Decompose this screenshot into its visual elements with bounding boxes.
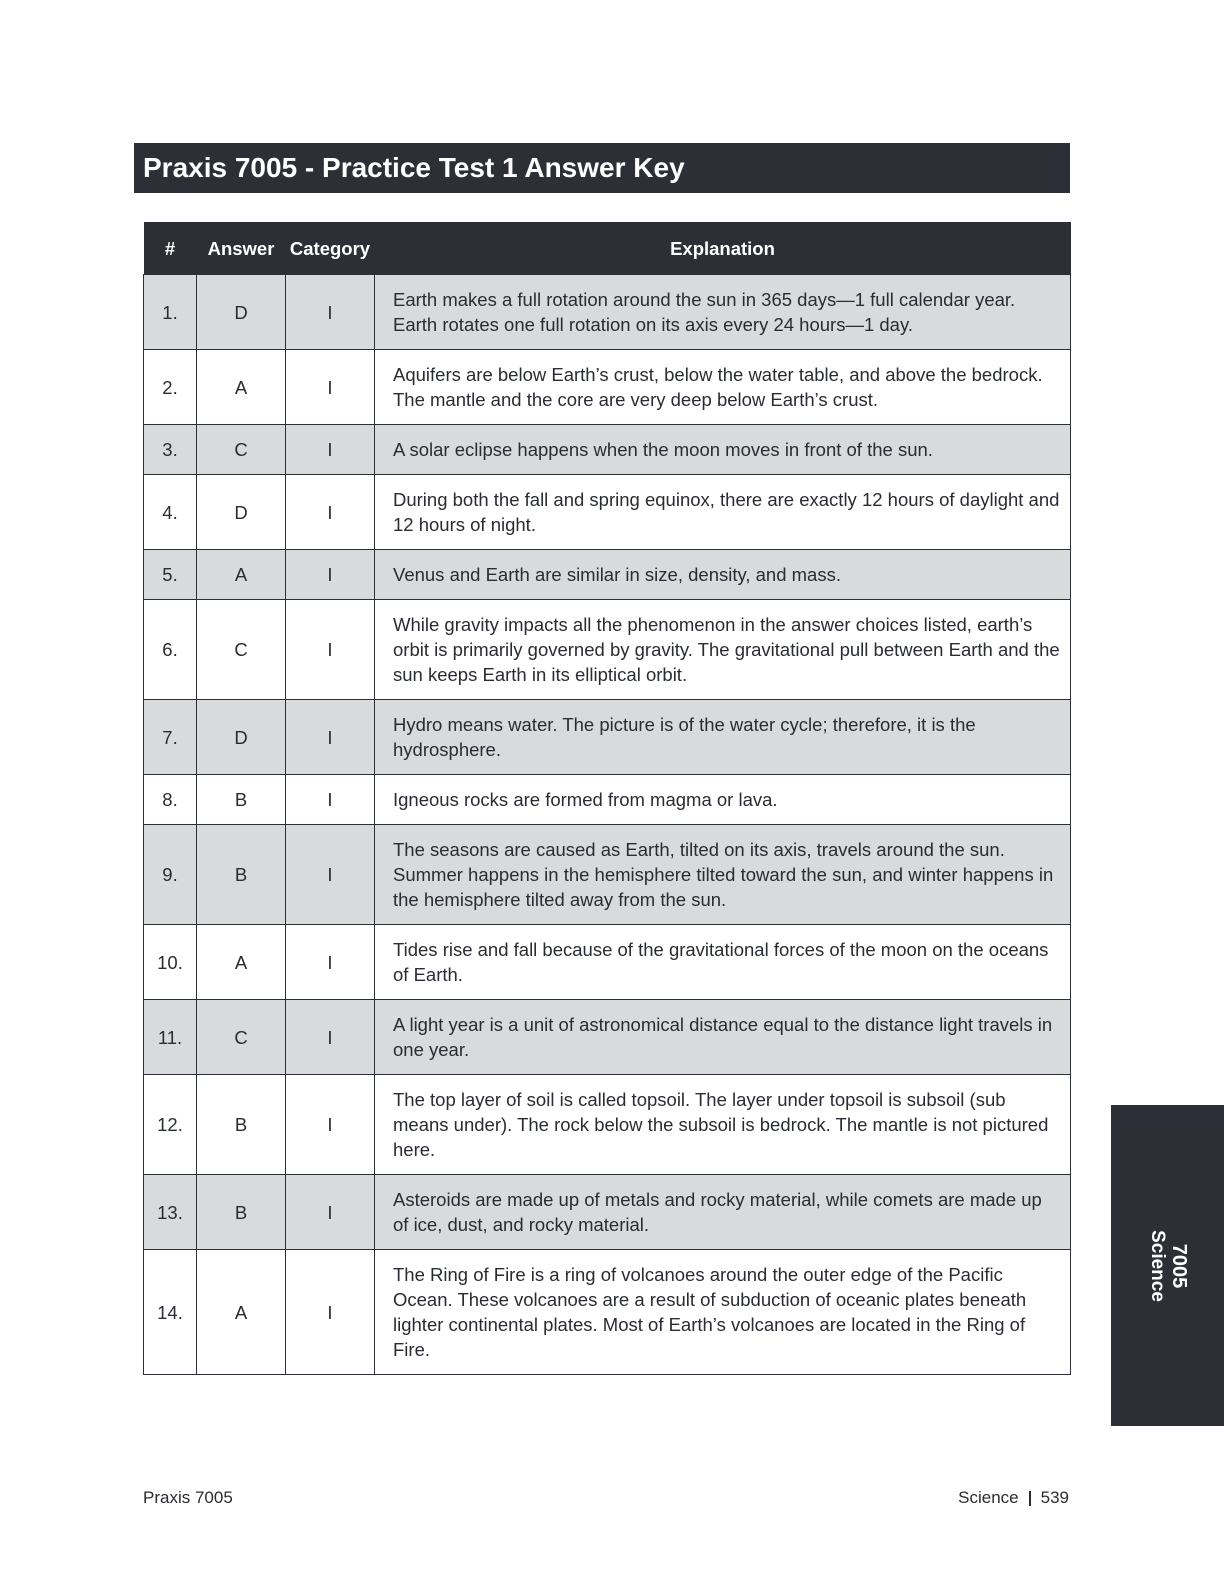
cell-explanation: The top layer of soil is called topsoil. The layer under topsoil is subsoil (sub means under). The rock below the subsoil is bedrock. The mantle is not pictured here. bbox=[375, 1075, 1071, 1175]
cell-number: 14. bbox=[144, 1250, 197, 1375]
cell-explanation: The seasons are caused as Earth, tilted on its axis, travels around the sun. Summer happens in the hemisphere tilted toward the sun, and winter happens in the hemisphere tilted away from the sun. bbox=[375, 825, 1071, 925]
page-number: 539 bbox=[1040, 1488, 1069, 1507]
cell-category: I bbox=[286, 925, 375, 1000]
side-tab-subject: Science bbox=[1146, 1229, 1168, 1302]
cell-category: I bbox=[286, 1175, 375, 1250]
cell-explanation: Earth makes a full rotation around the sun in 365 days—1 full calendar year. Earth rotates one full rotation on its axis every 24 hours—1 day. bbox=[375, 275, 1071, 350]
table-row bbox=[144, 1000, 1071, 1075]
cell-answer: B bbox=[197, 1175, 286, 1250]
cell-number: 9. bbox=[144, 825, 197, 925]
cell-answer: C bbox=[197, 425, 286, 475]
section-side-tab bbox=[1111, 1105, 1224, 1426]
cell-category: I bbox=[286, 700, 375, 775]
cell-explanation: Hydro means water. The picture is of the water cycle; therefore, it is the hydrosphere. bbox=[375, 700, 1071, 775]
cell-category: I bbox=[286, 600, 375, 700]
cell-explanation: Asteroids are made up of metals and rocky material, while comets are made up of ice, dust, and rocky material. bbox=[375, 1175, 1071, 1250]
cell-category: I bbox=[286, 1000, 375, 1075]
table-row bbox=[144, 1250, 1071, 1375]
table-row bbox=[144, 475, 1071, 550]
table-row bbox=[144, 350, 1071, 425]
cell-answer: A bbox=[197, 550, 286, 600]
cell-answer: C bbox=[197, 1000, 286, 1075]
table-row bbox=[144, 925, 1071, 1000]
cell-category: I bbox=[286, 1075, 375, 1175]
table-header-row bbox=[144, 222, 1071, 275]
footer-page-info bbox=[958, 1488, 1069, 1508]
cell-number: 4. bbox=[144, 475, 197, 550]
table-row bbox=[144, 1075, 1071, 1175]
table-row bbox=[144, 825, 1071, 925]
cell-number: 2. bbox=[144, 350, 197, 425]
footer-test-name: Praxis 7005 bbox=[143, 1488, 233, 1507]
cell-answer: D bbox=[197, 700, 286, 775]
cell-category: I bbox=[286, 775, 375, 825]
cell-explanation: A solar eclipse happens when the moon moves in front of the sun. bbox=[375, 425, 1071, 475]
cell-answer: B bbox=[197, 775, 286, 825]
cell-answer: B bbox=[197, 825, 286, 925]
side-tab-code: 7005 bbox=[1167, 1243, 1190, 1288]
table-row bbox=[144, 775, 1071, 825]
cell-answer: A bbox=[197, 1250, 286, 1375]
cell-explanation: The Ring of Fire is a ring of volcanoes around the outer edge of the Pacific Ocean. These volcanoes are a result of subduction of oceanic plates beneath lighter continental plates. Most of Earth’s volcanoes are located in the Ring of Fire. bbox=[375, 1250, 1071, 1375]
cell-category: I bbox=[286, 475, 375, 550]
cell-number: 5. bbox=[144, 550, 197, 600]
cell-explanation: Venus and Earth are similar in size, density, and mass. bbox=[375, 550, 1071, 600]
cell-number: 1. bbox=[144, 275, 197, 350]
side-tab-text bbox=[1146, 1230, 1190, 1302]
answer-key-table bbox=[143, 222, 1071, 1375]
cell-number: 8. bbox=[144, 775, 197, 825]
cell-category: I bbox=[286, 550, 375, 600]
cell-explanation: While gravity impacts all the phenomenon in the answer choices listed, earth’s orbit is primarily governed by gravity. The gravitational pull between Earth and the sun keeps Earth in its elliptical orbit. bbox=[375, 600, 1071, 700]
cell-explanation: During both the fall and spring equinox, there are exactly 12 hours of daylight and 12 hours of night. bbox=[375, 475, 1071, 550]
footer-divider bbox=[1029, 1491, 1031, 1506]
cell-answer: D bbox=[197, 475, 286, 550]
table-row bbox=[144, 425, 1071, 475]
cell-number: 12. bbox=[144, 1075, 197, 1175]
cell-answer: A bbox=[197, 925, 286, 1000]
table-row bbox=[144, 550, 1071, 600]
cell-answer: B bbox=[197, 1075, 286, 1175]
cell-explanation: Aquifers are below Earth’s crust, below the water table, and above the bedrock. The mantle and the core are very deep below Earth’s crust. bbox=[375, 350, 1071, 425]
cell-answer: D bbox=[197, 275, 286, 350]
cell-category: I bbox=[286, 350, 375, 425]
footer-section: Science bbox=[958, 1488, 1019, 1507]
header-explanation: Explanation bbox=[375, 222, 1071, 275]
cell-answer: A bbox=[197, 350, 286, 425]
cell-number: 6. bbox=[144, 600, 197, 700]
table-row bbox=[144, 600, 1071, 700]
table-row bbox=[144, 700, 1071, 775]
cell-number: 7. bbox=[144, 700, 197, 775]
page-title: Praxis 7005 - Practice Test 1 Answer Key bbox=[134, 143, 1070, 193]
header-answer: Answer bbox=[197, 222, 286, 275]
header-number: # bbox=[144, 222, 197, 275]
cell-category: I bbox=[286, 825, 375, 925]
cell-explanation: Igneous rocks are formed from magma or lava. bbox=[375, 775, 1071, 825]
cell-category: I bbox=[286, 1250, 375, 1375]
cell-number: 11. bbox=[144, 1000, 197, 1075]
cell-category: I bbox=[286, 275, 375, 350]
cell-number: 10. bbox=[144, 925, 197, 1000]
cell-category: I bbox=[286, 425, 375, 475]
cell-answer: C bbox=[197, 600, 286, 700]
cell-number: 13. bbox=[144, 1175, 197, 1250]
cell-explanation: Tides rise and fall because of the gravitational forces of the moon on the oceans of Earth. bbox=[375, 925, 1071, 1000]
header-category: Category bbox=[286, 222, 375, 275]
cell-explanation: A light year is a unit of astronomical distance equal to the distance light travels in one year. bbox=[375, 1000, 1071, 1075]
table-row bbox=[144, 1175, 1071, 1250]
cell-number: 3. bbox=[144, 425, 197, 475]
table-row bbox=[144, 275, 1071, 350]
